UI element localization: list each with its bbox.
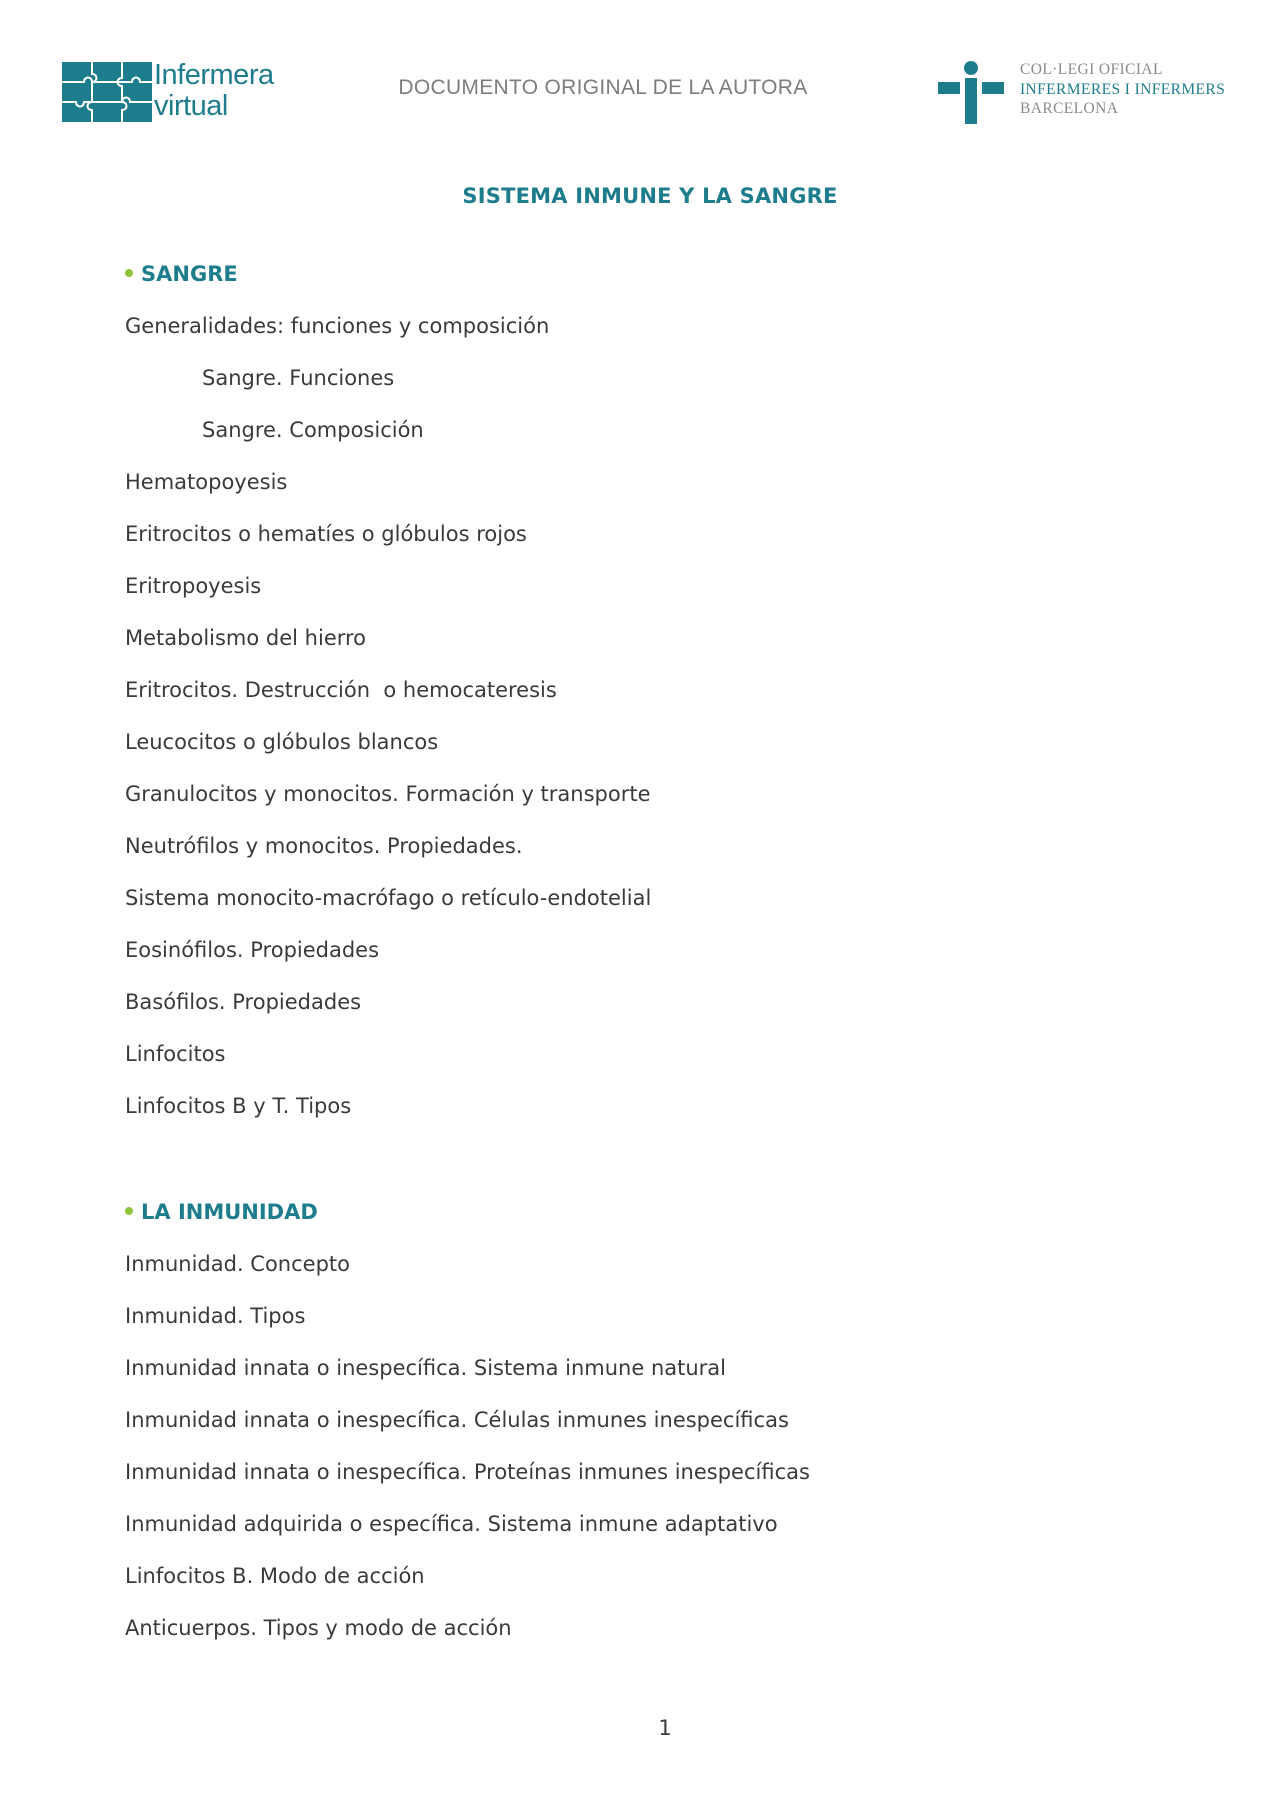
bullet-icon xyxy=(125,269,133,277)
list-item: Inmunidad. Tipos xyxy=(125,1304,306,1328)
list-item: Eritropoyesis xyxy=(125,574,262,598)
list-item: Linfocitos xyxy=(125,1042,226,1066)
infermera-virtual-logo xyxy=(62,59,282,124)
list-item: Linfocitos B. Modo de acción xyxy=(125,1564,425,1588)
list-item: Sistema monocito-macrófago o retículo-endotelial xyxy=(125,886,652,910)
brand-name xyxy=(154,60,274,122)
list-item: Inmunidad. Concepto xyxy=(125,1252,350,1276)
list-item: Eosinófilos. Propiedades xyxy=(125,938,380,962)
list-item: Inmunidad innata o inespecífica. Proteínas inmunes inespecíficas xyxy=(125,1460,810,1484)
list-item: Leucocitos o glóbulos blancos xyxy=(125,730,439,754)
list-item: Inmunidad innata o inespecífica. Células inmunes inespecíficas xyxy=(125,1408,789,1432)
section-heading-label: LA INMUNIDAD xyxy=(141,1200,318,1224)
puzzle-icon xyxy=(62,62,152,122)
document-title: SISTEMA INMUNE Y LA SANGRE xyxy=(462,184,838,208)
list-item: Basófilos. Propiedades xyxy=(125,990,362,1014)
document-label: DOCUMENTO ORIGINAL DE LA AUTORA xyxy=(398,76,808,99)
list-item: Inmunidad adquirida o específica. Sistema inmune adaptativo xyxy=(125,1512,778,1536)
brand-line2: virtual xyxy=(154,90,228,122)
list-item: Neutrófilos y monocitos. Propiedades. xyxy=(125,834,523,858)
section-heading-sangre xyxy=(125,262,238,286)
col-legi-name xyxy=(1020,60,1225,119)
section-heading-inmunidad xyxy=(125,1200,318,1224)
list-item: Inmunidad innata o inespecífica. Sistema inmune natural xyxy=(125,1356,727,1380)
list-item: Eritrocitos. Destrucción o hemocateresis xyxy=(125,678,557,702)
list-item: Generalidades: funciones y composición xyxy=(125,314,550,338)
list-item: Hematopoyesis xyxy=(125,470,288,494)
col-legi-logo xyxy=(938,60,1238,126)
page-number: 1 xyxy=(658,1716,672,1740)
list-item: Sangre. Composición xyxy=(202,418,424,442)
org-line3: BARCELONA xyxy=(1020,100,1119,117)
list-item: Eritrocitos o hematíes o glóbulos rojos xyxy=(125,522,527,546)
list-item: Sangre. Funciones xyxy=(202,366,395,390)
brand-line1: Infermera xyxy=(154,59,274,91)
section-heading-label: SANGRE xyxy=(141,262,238,286)
bullet-icon xyxy=(125,1207,133,1215)
org-line2: INFERMERES I INFERMERS xyxy=(1020,80,1226,98)
page-header xyxy=(0,0,1280,140)
list-item: Granulocitos y monocitos. Formación y transporte xyxy=(125,782,651,806)
org-line1: COL·LEGI OFICIAL xyxy=(1020,61,1163,78)
list-item: Anticuerpos. Tipos y modo de acción xyxy=(125,1616,512,1640)
list-item: Linfocitos B y T. Tipos xyxy=(125,1094,352,1118)
cross-icon xyxy=(938,60,1004,124)
list-item: Metabolismo del hierro xyxy=(125,626,367,650)
